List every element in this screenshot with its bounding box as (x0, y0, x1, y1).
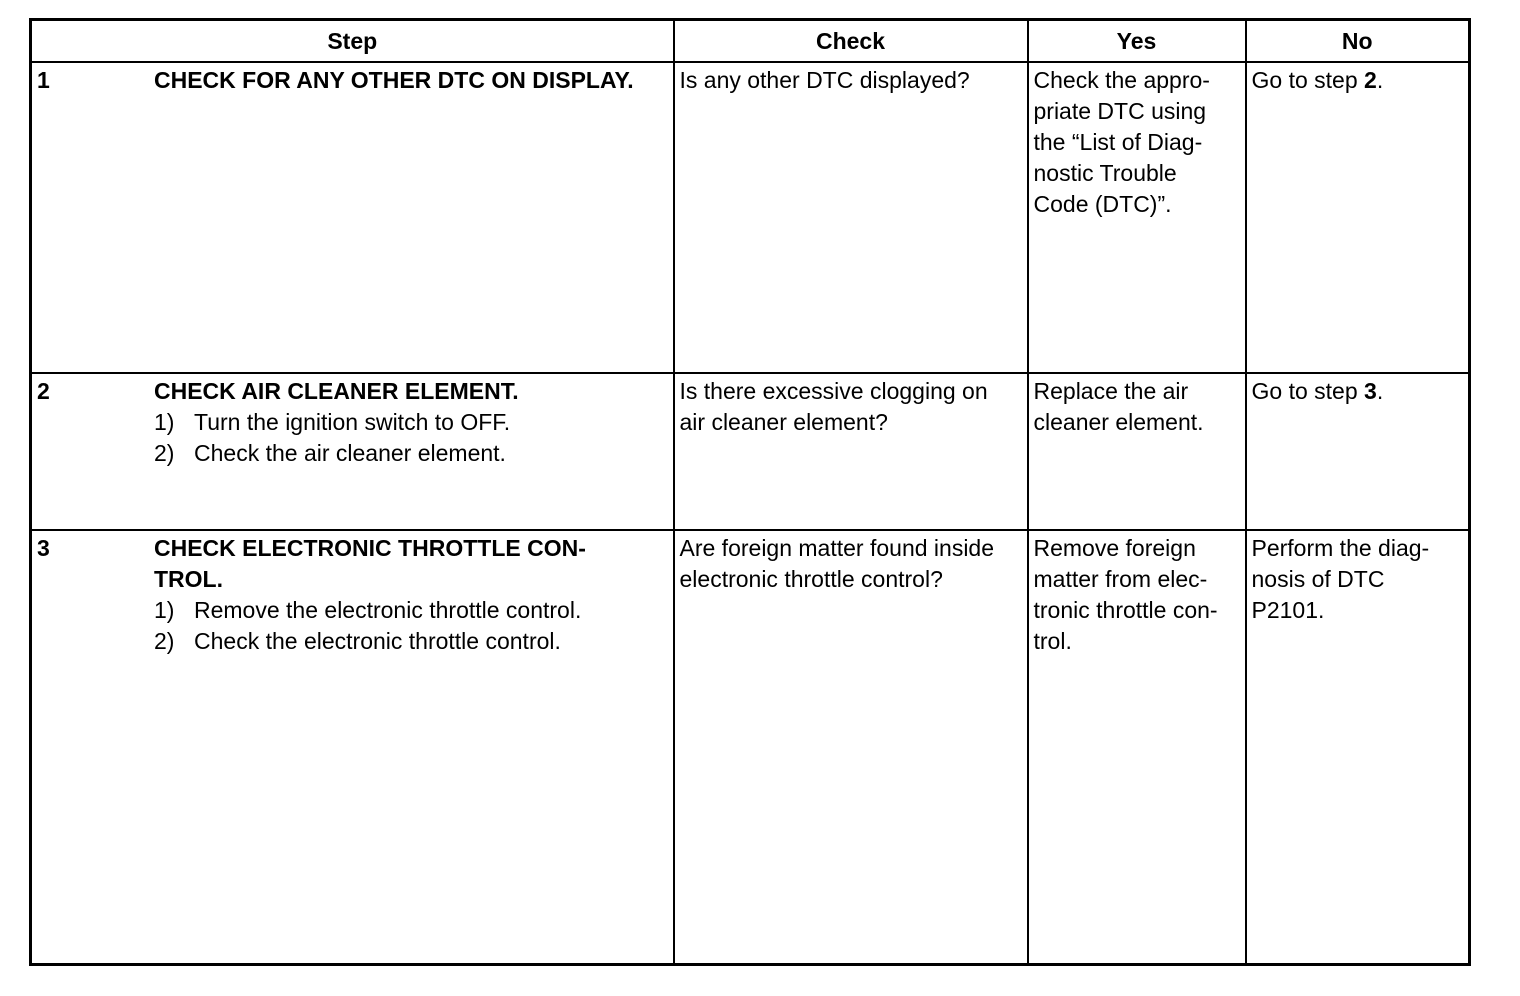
step-title-line: TROL. (154, 566, 223, 592)
step-number: 3 (37, 535, 50, 561)
substep (154, 626, 669, 657)
no-cell (1246, 373, 1470, 530)
header-row (31, 20, 1470, 63)
troubleshooting-table (29, 18, 1471, 966)
yes-cell (1028, 62, 1246, 373)
yes-line: Code (DTC)”. (1033, 191, 1172, 217)
no-step-ref: 3 (1364, 378, 1377, 404)
substep-text: Check the electronic throttle control. (194, 628, 561, 654)
no-suffix: . (1376, 67, 1384, 93)
no-cell (1246, 62, 1470, 373)
substep (154, 407, 669, 438)
check-line: air cleaner element? (679, 409, 888, 435)
step-number: 1 (37, 67, 50, 93)
yes-line: Remove foreign (1033, 535, 1196, 561)
check-line: Is there excessive clogging on (679, 378, 988, 404)
yes-text (1034, 65, 1241, 220)
yes-line: cleaner element. (1033, 409, 1204, 435)
substep-number: 2) (154, 440, 175, 466)
yes-line: tronic throttle con- (1033, 597, 1218, 623)
step-number: 2 (37, 378, 50, 404)
table-row (31, 62, 1470, 373)
check-text: Is any other DTC displayed? (679, 67, 970, 93)
yes-text (1034, 376, 1241, 438)
step-cell (31, 530, 674, 965)
yes-text (1034, 533, 1241, 657)
yes-cell (1028, 530, 1246, 965)
substep-number: 1) (154, 597, 175, 623)
no-prefix: Go to step (1251, 67, 1365, 93)
step-cell (31, 373, 674, 530)
no-text (1252, 65, 1465, 96)
yes-line: the “List of Diag- (1033, 129, 1203, 155)
substep-number: 2) (154, 628, 175, 654)
check-text (680, 376, 1023, 438)
no-text (1252, 376, 1465, 407)
substep-text: Turn the ignition switch to OFF. (194, 409, 511, 435)
check-text (680, 533, 1023, 595)
header-step: Step (31, 20, 674, 63)
check-cell (674, 373, 1028, 530)
no-prefix: Go to step (1251, 378, 1365, 404)
yes-cell (1028, 373, 1246, 530)
step-body (154, 533, 669, 657)
yes-line: nostic Trouble (1033, 160, 1177, 186)
step-title: CHECK AIR CLEANER ELEMENT. (154, 378, 519, 404)
table-row (31, 373, 1470, 530)
check-cell (674, 62, 1028, 373)
substep-list (154, 595, 669, 657)
substep-text: Check the air cleaner element. (194, 440, 506, 466)
step-title: CHECK FOR ANY OTHER DTC ON DISPLAY. (154, 67, 634, 93)
step-cell (31, 62, 674, 373)
check-cell (674, 530, 1028, 965)
no-line: Perform the diag- (1251, 535, 1430, 561)
no-suffix: . (1376, 378, 1384, 404)
substep-text: Remove the electronic throttle control. (194, 597, 582, 623)
substep (154, 438, 669, 469)
check-line: Are foreign matter found inside (679, 535, 995, 561)
yes-line: trol. (1033, 628, 1072, 654)
yes-line: Replace the air (1033, 378, 1189, 404)
yes-line: priate DTC using (1033, 98, 1207, 124)
step-body (154, 376, 669, 469)
substep (154, 595, 669, 626)
no-cell (1246, 530, 1470, 965)
step-title-line: CHECK ELECTRONIC THROTTLE CON- (154, 535, 586, 561)
no-line: nosis of DTC (1251, 566, 1385, 592)
step-body (154, 65, 669, 96)
yes-line: Check the appro- (1033, 67, 1210, 93)
header-no: No (1246, 20, 1470, 63)
no-step-ref: 2 (1364, 67, 1377, 93)
substep-number: 1) (154, 409, 175, 435)
table-row (31, 530, 1470, 965)
yes-line: matter from elec- (1033, 566, 1208, 592)
no-text (1252, 533, 1465, 626)
check-line: electronic throttle control? (679, 566, 943, 592)
header-yes: Yes (1028, 20, 1246, 63)
no-line: P2101. (1251, 597, 1325, 623)
header-check: Check (674, 20, 1028, 63)
substep-list (154, 407, 669, 469)
